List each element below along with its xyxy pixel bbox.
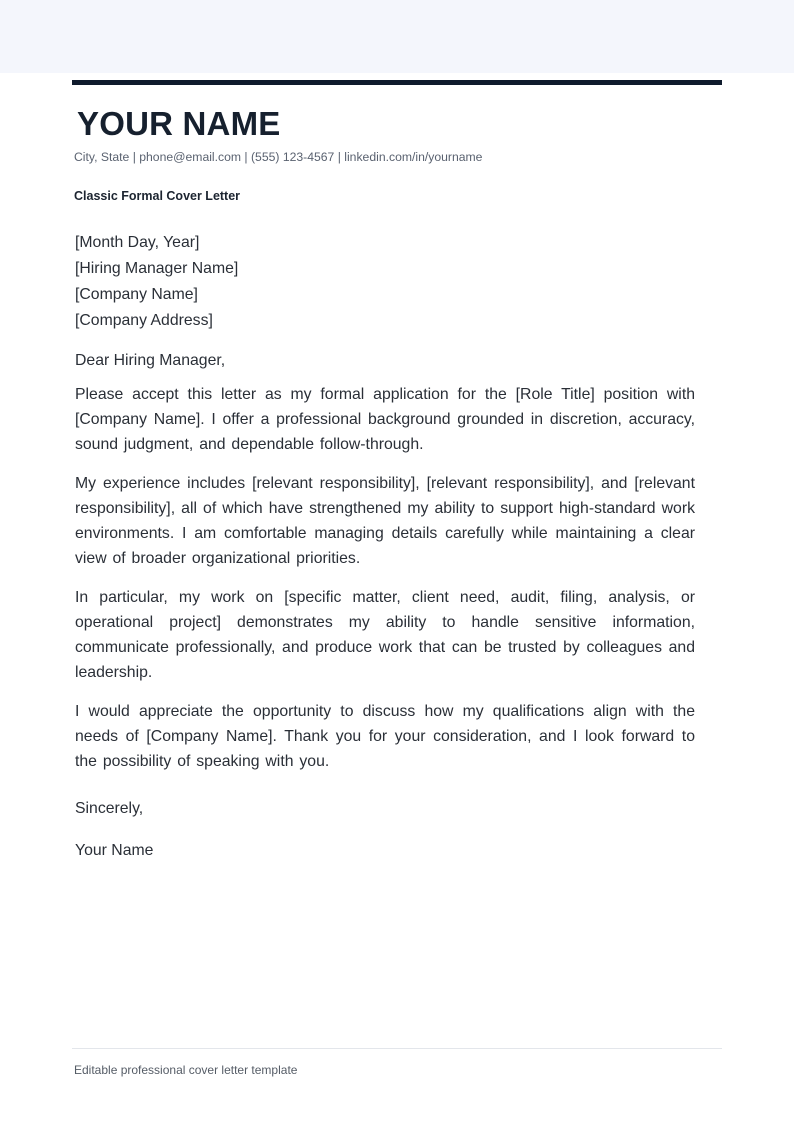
recipient-block: [75, 230, 695, 334]
company-address: [Company Address]: [75, 312, 213, 329]
footer-note: Editable professional cover letter template: [74, 1063, 298, 1077]
applicant-name: YOUR NAME: [77, 105, 281, 142]
document-label: Classic Formal Cover Letter: [74, 189, 241, 203]
greeting: Dear Hiring Manager,: [75, 352, 226, 369]
footer-divider: [72, 1048, 722, 1049]
body-paragraph-2: My experience includes [relevant responsibility], [relevant responsibility], and [relevant responsibility], all of which have strengthened my ability to support high-standard work environments. I am comfortable managing details carefully while maintaining a clear view of broader organizational priorities.: [75, 475, 695, 567]
letter-date: [Month Day, Year]: [75, 234, 200, 251]
body-paragraph-3: In particular, my work on [specific matter, client need, audit, filing, analysis, or operational project] demonstrates my ability to handle sensitive information, communicate professionally, and produce work that can be trusted by colleagues and leadership.: [75, 589, 695, 681]
header-rule: [72, 80, 722, 85]
contact-line: City, State | phone@email.com | (555) 123-4567 | linkedin.com/in/yourname: [74, 150, 483, 164]
body-paragraph-1: Please accept this letter as my formal application for the [Role Title] position with [Company Name]. I offer a professional background grounded in discretion, accuracy, sound judgment, and dependable follow-through.: [75, 386, 695, 453]
hiring-manager-name: [Hiring Manager Name]: [75, 260, 239, 277]
closing: Sincerely,: [75, 800, 144, 817]
company-name: [Company Name]: [75, 286, 198, 303]
signature-name: Your Name: [75, 842, 154, 859]
header-band: [0, 0, 794, 73]
body-paragraph-4: I would appreciate the opportunity to discuss how my qualifications align with the needs of [Company Name]. Thank you for your consideration, and I look forward to the possibility of speaking with you.: [75, 703, 695, 770]
